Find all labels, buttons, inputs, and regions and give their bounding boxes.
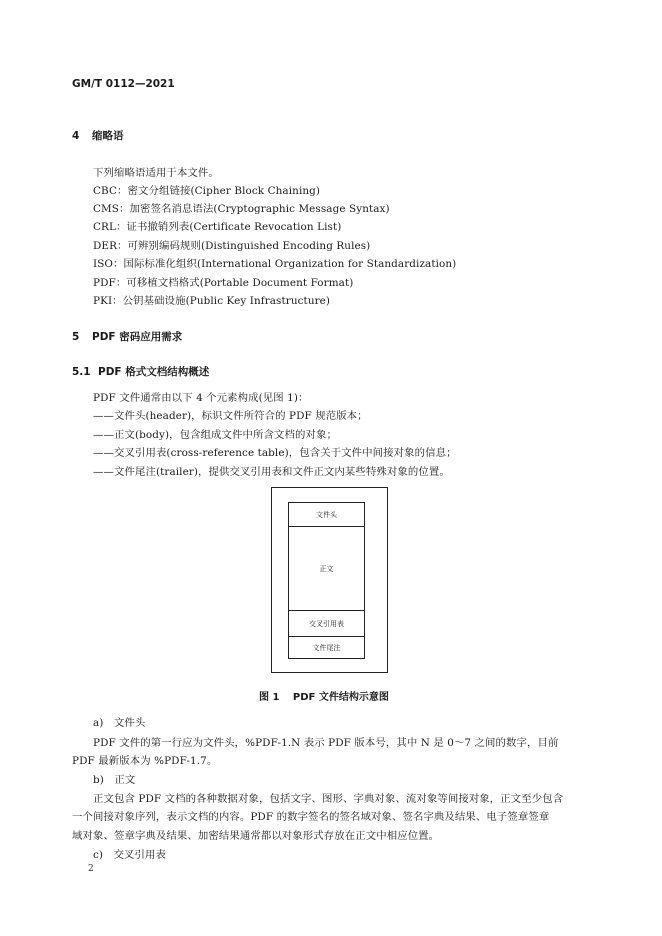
abbreviation-item: CMS：加密签名消息语法(Cryptographic Message Syntax) (93, 203, 390, 215)
section-5-1-intro: PDF 文件通常由以下 4 个元素构成(见图 1)： (93, 392, 309, 404)
abbreviation-item: PKI：公钥基础设施(Public Key Infrastructure) (93, 295, 331, 307)
diagram-block-trailer: 文件尾注 (312, 643, 341, 652)
item-b-text: 域对象、签章字典及结果、加密结果通常都以对象形式存放在正文中相应位置。 (72, 830, 440, 842)
item-b-label: b) 正文 (93, 774, 136, 786)
section-4-number: 4 (72, 130, 80, 142)
diagram-block-body: 正文 (289, 527, 364, 611)
abbreviation-item: ISO：国际标准化组织(International Organization for Standardization) (93, 258, 457, 270)
item-a-label: a) 文件头 (93, 717, 146, 729)
section-4-title: 缩略语 (92, 130, 124, 142)
item-a-text: PDF 最新版本为 %PDF-1.7。 (72, 755, 218, 767)
section-5-1-title: PDF 格式文档结构概述 (98, 366, 210, 378)
abbreviation-item: DER：可辨别编码规则(Distinguished Encoding Rules) (93, 240, 371, 252)
abbreviation-item: CRL：证书撤销列表(Certificate Revocation List) (93, 221, 342, 233)
section-5-1-number: 5.1 (72, 366, 91, 378)
list-item: ——文件尾注(trailer)，提供交叉引用表和文件正文内某些特殊对象的位置。 (93, 466, 450, 478)
section-4-intro: 下列缩略语适用于本文件。 (93, 167, 219, 179)
item-c-label: c) 交叉引用表 (93, 849, 167, 861)
item-b-text: 正文包含 PDF 文档的各种数据对象，包括文字、图形、字典对象、流对象等间接对象，正文至少包含 (93, 793, 564, 805)
section-5-1-heading (72, 364, 209, 379)
pdf-structure-diagram (288, 502, 365, 659)
abbreviation-item: CBC：密文分组链接(Cipher Block Chaining) (93, 185, 321, 197)
item-b-text: 一个间接对象序列，表示文档的内容。PDF 的数字签名的签名域对象、签名字典及结果、电子签章签章 (72, 811, 550, 823)
section-4-heading (72, 128, 124, 143)
item-a-text: PDF 文件的第一行应为文件头，%PDF-1.N 表示 PDF 版本号，其中 N 是 0～7 之间的数字，目前 (93, 737, 559, 749)
diagram-block-header: 文件头 (289, 503, 364, 527)
standard-id: GM/T 0112—2021 (72, 78, 175, 90)
page-number: 2 (88, 864, 94, 874)
section-5-number: 5 (72, 331, 80, 343)
list-item: ——文件头(header)，标识文件所符合的 PDF 规范版本； (93, 410, 368, 422)
diagram-block-xref: 交叉引用表 (289, 611, 364, 637)
list-item: ——交叉引用表(cross-reference table)，包含关于文件中间接对象的信息； (93, 447, 457, 459)
section-5-heading (72, 329, 182, 344)
figure-caption: 图 1 PDF 文件结构示意图 (259, 692, 389, 703)
abbreviation-item: PDF：可移植文档格式(Portable Document Format) (93, 277, 354, 289)
list-item: ——正文(body)，包含组成文件中所含文档的对象； (93, 429, 337, 441)
section-5-title: PDF 密码应用需求 (92, 331, 183, 343)
